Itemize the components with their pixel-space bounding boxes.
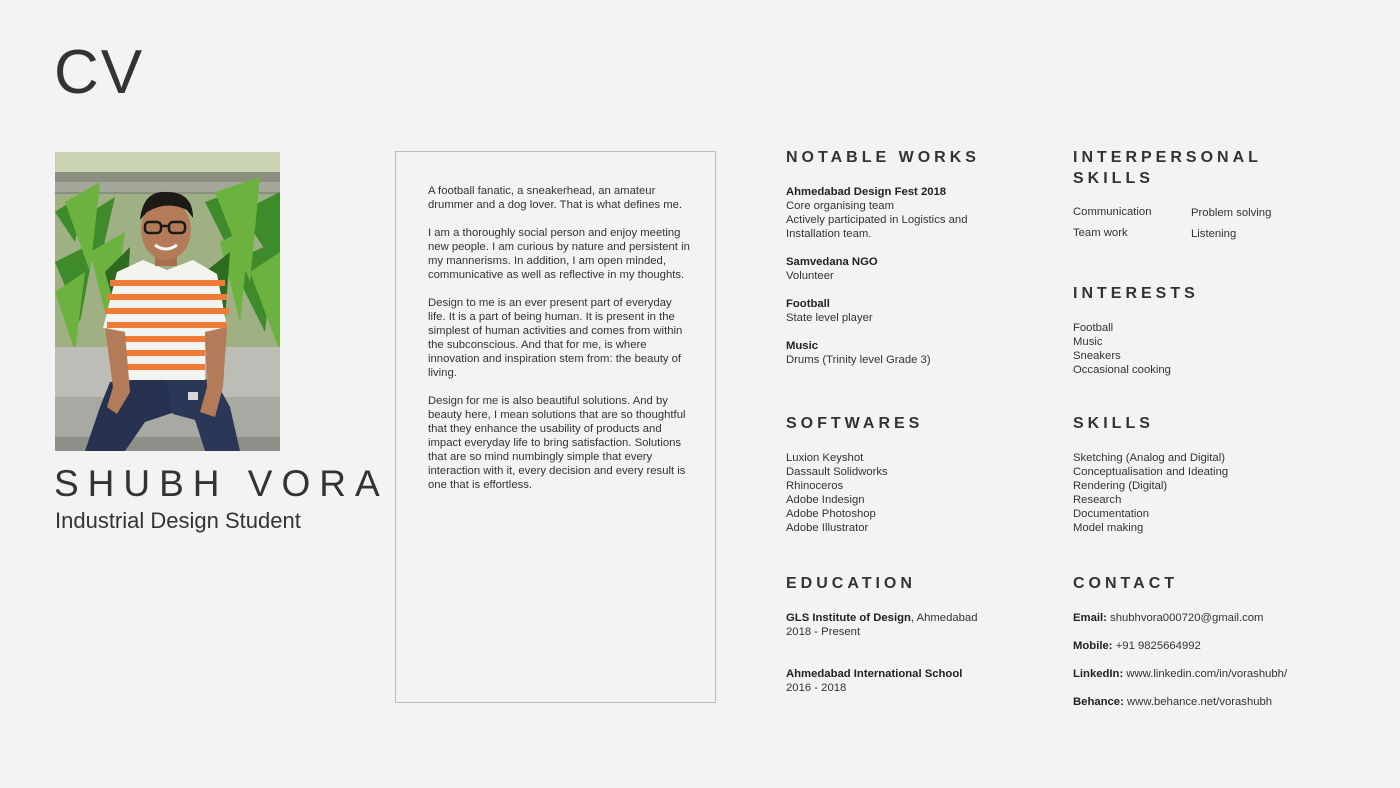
education-years: 2016 - 2018 — [786, 682, 847, 694]
education-heading: EDUCATION — [786, 575, 916, 592]
interpersonal-skill: Listening — [1191, 228, 1237, 240]
notable-work-title: Ahmedabad Design Fest 2018 — [786, 186, 947, 198]
software-item: Rhinoceros — [786, 480, 844, 492]
education-school: GLS Institute of Design — [786, 612, 911, 624]
interest-item: Occasional cooking — [1073, 364, 1171, 376]
education-place: , Ahmedabad — [910, 612, 978, 624]
skill-item: Conceptualisation and Ideating — [1073, 466, 1229, 478]
software-item: Adobe Illustrator — [786, 522, 869, 534]
interpersonal-skill: Team work — [1073, 227, 1128, 239]
profile-photo-illustration — [55, 152, 280, 451]
notable-work-entry — [786, 255, 1046, 283]
contact-email-value[interactable]: shubhvora000720@gmail.com — [1110, 612, 1264, 624]
bio-paragraph: Design for me is also beautiful solutions. And by beauty here, I mean solutions that are so thoughtful that they enhance the usability of products and impact everyday life to bring satisfaction. Solutions that are so mind numbingly simple that every interaction with it, every decision and every result is one that is effortless. — [428, 395, 686, 491]
bio-paragraph: Design to me is an ever present part of everyday life. It is a part of being human. It is present in the simplest of human activities and comes from within the subconscious. And that for me, is where innovation and inspiration stem from: the beauty of living. — [428, 297, 683, 379]
profile-photo — [55, 152, 280, 451]
interpersonal-skills-heading — [1073, 147, 1262, 189]
skill-item: Documentation — [1073, 508, 1149, 520]
education-entry — [786, 667, 1046, 695]
education-years: 2018 - Present — [786, 626, 861, 638]
contact-mobile-value[interactable]: +91 9825664992 — [1115, 640, 1201, 652]
notable-works-heading: NOTABLE WORKS — [786, 149, 980, 166]
contact-linkedin-value[interactable]: www.linkedin.com/in/vorashubh/ — [1126, 668, 1288, 680]
education-school: Ahmedabad International School — [786, 668, 963, 680]
notable-work-detail: Actively participated in Logistics and — [786, 214, 968, 226]
bio-paragraph: I am a thoroughly social person and enjoy meeting new people. I am curious by nature and persistent in my mannerisms. In addition, I am open minded, communicative as well as reflective in my thoughts. — [428, 227, 690, 281]
contact-behance — [1073, 695, 1272, 709]
interest-item: Football — [1073, 322, 1114, 334]
contact-email-label: Email: — [1073, 612, 1107, 624]
skills-list — [1073, 451, 1228, 535]
skill-item: Research — [1073, 494, 1122, 506]
interpersonal-skill: Communication — [1073, 206, 1152, 218]
interpersonal-heading-line: INTERPERSONAL — [1073, 149, 1262, 166]
software-item: Adobe Photoshop — [786, 508, 876, 520]
cv-title: CV — [54, 38, 145, 107]
software-item: Luxion Keyshot — [786, 452, 864, 464]
contact-linkedin-label: LinkedIn: — [1073, 668, 1124, 680]
softwares-heading: SOFTWARES — [786, 415, 924, 432]
notable-work-title: Football — [786, 298, 830, 310]
software-item: Dassault Solidworks — [786, 466, 888, 478]
interests-list — [1073, 321, 1171, 377]
interest-item: Sneakers — [1073, 350, 1121, 362]
contact-behance-label: Behance: — [1073, 696, 1124, 708]
person-name: SHUBH VORA — [54, 463, 389, 504]
interest-item: Music — [1073, 336, 1103, 348]
bio-paragraph: A football fanatic, a sneakerhead, an amateur drummer and a dog lover. That is what defines me. — [428, 185, 683, 211]
bio-text — [428, 184, 690, 506]
interpersonal-skill: Problem solving — [1191, 207, 1272, 219]
notable-work-detail: State level player — [786, 312, 873, 324]
notable-work-detail: Volunteer — [786, 270, 834, 282]
education-entry — [786, 611, 1046, 639]
notable-work-detail: Core organising team — [786, 200, 895, 212]
contact-email — [1073, 611, 1263, 625]
contact-mobile-label: Mobile: — [1073, 640, 1113, 652]
contact-mobile — [1073, 639, 1201, 653]
interests-heading: INTERESTS — [1073, 285, 1199, 302]
skill-item: Rendering (Digital) — [1073, 480, 1168, 492]
skill-item: Sketching (Analog and Digital) — [1073, 452, 1225, 464]
contact-behance-value[interactable]: www.behance.net/vorashubh — [1127, 696, 1273, 708]
contact-linkedin — [1073, 667, 1287, 681]
skill-item: Model making — [1073, 522, 1144, 534]
notable-work-title: Music — [786, 340, 819, 352]
interpersonal-heading-line: SKILLS — [1073, 170, 1154, 187]
notable-work-detail: Installation team. — [786, 228, 872, 240]
notable-works-list — [786, 185, 1046, 381]
notable-work-title: Samvedana NGO — [786, 256, 878, 268]
person-role: Industrial Design Student — [55, 508, 301, 533]
notable-work-entry — [786, 185, 1046, 241]
notable-work-detail: Drums (Trinity level Grade 3) — [786, 354, 931, 366]
skills-heading: SKILLS — [1073, 415, 1154, 432]
software-item: Adobe Indesign — [786, 494, 865, 506]
contact-heading: CONTACT — [1073, 575, 1179, 592]
notable-work-entry — [786, 297, 1046, 325]
softwares-list — [786, 451, 888, 535]
notable-work-entry — [786, 339, 1046, 367]
